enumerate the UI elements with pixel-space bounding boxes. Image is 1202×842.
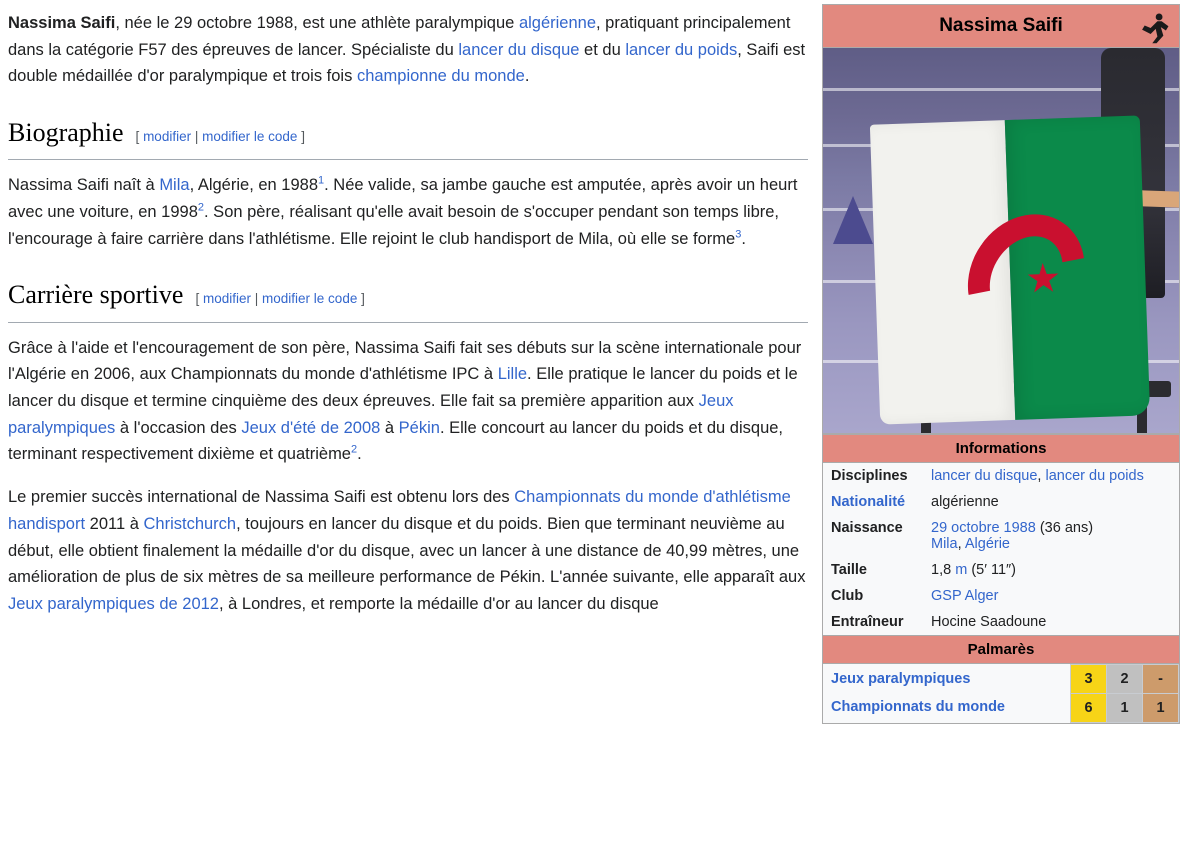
value-height-imperial: (5′ 11″) [967,562,1016,578]
flag-star: ★ [1024,256,1062,302]
lead-text-5: . [524,67,530,86]
text-run: . Son père, réalisant qu'elle avait besoin de s'occuper pendant son temps libre, l'encourage à faire carrière dans l'athlétisme. Elle rejoint le club handisport de Mila, où elle se forme [8,202,780,248]
section-heading-carriere-sportive [8,274,808,322]
reference-number[interactable]: 2 [351,443,358,456]
palmares-event-name[interactable] [823,665,1071,694]
infobox-row-club [823,583,1179,609]
text-run: . [741,229,746,248]
link-pekin[interactable]: Pékin [398,418,440,437]
bracket-close: ] [361,291,365,307]
reference-number[interactable]: 2 [197,201,205,214]
row-value [927,463,1179,489]
link-jeux-paralympiques[interactable]: Jeux paralympiques [8,391,734,437]
bracket-open: [ [135,129,140,145]
link-championnats-monde-handisport[interactable]: Championnats du monde d'athlétisme handisport [8,488,791,533]
infobox-row-naissance [823,515,1179,557]
bronze-count: - [1143,665,1179,694]
edit-link-source[interactable]: modifier le code [202,129,298,145]
paragraph-carriere-1 [8,335,808,469]
value-age: (36 ans) [1035,520,1094,536]
event-label: Jeux paralympiques [831,670,971,687]
value-sep: , [957,536,965,552]
link-lancer-du-disque[interactable]: lancer du disque [458,40,580,59]
infobox-row-disciplines [823,463,1179,489]
link-lancer-du-poids[interactable]: lancer du poids [625,40,738,59]
link-mila[interactable]: Mila [159,176,190,195]
value-link-birthdate[interactable]: 29 octobre 1988 [931,520,1036,536]
event-label: Championnats du monde [831,699,1005,716]
row-label-link-nationalite[interactable]: Nationalité [831,494,906,510]
infobox-row-taille [823,557,1179,583]
infobox-details-table [823,463,1179,635]
infobox-palmares-header: Palmarès [823,635,1179,664]
infobox-title [823,5,1179,48]
value-sep: , [1037,468,1046,484]
gold-count: 3 [1071,665,1107,694]
text-run: . Elle pratique le lancer du poids et le lancer du disque et termine cinquième des deux épreuves. Elle fait sa première apparition aux [8,365,798,410]
table-row [823,693,1179,722]
infobox [822,4,1180,724]
text-run: 2011 à [85,514,144,533]
row-value: Hocine Saadoune [931,614,1047,630]
gold-count: 6 [1071,693,1107,722]
edit-link-source[interactable]: modifier le code [262,291,358,307]
text-run: , Algérie, en 1988 [189,176,319,195]
link-jeux-ete-2008[interactable]: Jeux d'été de 2008 [241,418,381,437]
edit-link-visual[interactable]: modifier [143,129,192,145]
lead-text-1: , née le 29 octobre 1988, est une athlète paralympique [115,14,519,32]
reference-number[interactable]: 1 [318,174,325,187]
infobox-image [823,48,1179,434]
infobox-row-entraineur [823,609,1179,635]
row-label: Taille [831,562,867,578]
section-edit-links-biographie [136,126,305,148]
row-label: Disciplines [831,468,908,484]
row-label: Naissance [831,520,903,536]
link-jeux-paralympiques-2012[interactable]: Jeux paralympiques de 2012 [8,595,219,613]
lead-paragraph [8,10,808,90]
section-title-text: Carrière sportive [8,280,184,310]
silver-count: 2 [1107,665,1143,694]
lead-text-3: et du [579,40,626,59]
section-heading-biographie [8,112,808,160]
value-link-lancer-du-poids[interactable]: lancer du poids [1045,468,1144,484]
silver-count: 1 [1107,693,1143,722]
row-value [927,515,1179,557]
text-run: Grâce à l'aide et l'encouragement de son père, Nassima Saifi fait ses débuts sur la scène internationale pour l'Algérie en 2006, aux Championnats du monde d'athlétisme IPC à [8,338,802,384]
row-value: algérienne [931,494,999,510]
paralympic-athletics-icon [1137,11,1171,45]
row-label: Entraîneur [831,614,904,630]
section-edit-links-carriere [195,288,364,310]
algerian-flag [870,115,1150,424]
article-subject-name: Nassima Saifi [8,14,116,32]
section-title-text: Biographie [8,118,124,148]
text-run: à l'occasion des [115,418,242,437]
value-link-club[interactable]: GSP Alger [931,588,999,604]
infobox-row-nationalite [823,489,1179,515]
lead-text-4: , Saifi est double médaillée d'or paralympique et trois fois [8,40,806,86]
bracket-open: [ [195,291,200,307]
paragraph-biographie-1 [8,172,808,252]
value-height-number: 1,8 [931,562,952,578]
value-link-lancer-du-disque[interactable]: lancer du disque [931,468,1038,484]
palmares-event-name[interactable] [823,693,1071,722]
palmares-table [823,664,1179,723]
text-run: . Née valide, sa jambe gauche est amputée, après avoir un heurt avec une voiture, en 1998 [8,176,798,221]
bracket-sep: | [194,129,199,145]
bronze-count: 1 [1143,693,1179,722]
text-run: . Elle concourt au lancer du poids et du disque, terminant respectivement dixième et quatrième [8,418,784,464]
text-run: à [380,418,399,437]
row-label: Club [831,588,864,604]
table-row [823,665,1179,694]
link-algerienne[interactable]: algérienne [518,14,596,32]
text-run: , toujours en lancer du disque et du poids. Bien que terminant neuvième au début, elle obtient finalement la médaille d'or du disque, avec un lancer à une distance de 40,99 mètres, une amélioration de plus de six mètres de sa meilleure performance de Pékin. L'année suivante, elle apparaît aux [8,514,806,587]
row-label [823,489,927,515]
row-value [927,557,1179,583]
value-link-unit-metre[interactable]: m [955,562,968,578]
bracket-close: ] [301,129,305,145]
link-lille[interactable]: Lille [497,365,528,384]
row-value [927,583,1179,609]
link-championne-du-monde[interactable]: championne du monde [356,67,525,86]
bracket-sep: | [254,291,259,307]
marker-cone [833,196,873,244]
link-christchurch[interactable]: Christchurch [143,514,237,533]
lead-text-2: , pratiquant principalement dans la catégorie F57 des épreuves de lancer. Spécialiste du [8,14,791,59]
text-run: Le premier succès international de Nassima Saifi est obtenu lors des [8,488,515,507]
text-run: Nassima Saifi naît à [8,176,160,195]
reference-number[interactable]: 3 [735,228,742,241]
value-link-birthplace-country[interactable]: Algérie [964,536,1010,552]
text-run: , à Londres, et remporte la médaille d'or au lancer du disque [218,595,659,613]
infobox-title-text: Nassima Saifi [939,15,1063,36]
infobox-informations-header: Informations [823,434,1179,463]
paragraph-carriere-2 [8,484,808,618]
value-link-birthplace-city[interactable]: Mila [931,536,958,552]
edit-link-visual[interactable]: modifier [202,291,251,307]
text-run: . [357,445,362,464]
